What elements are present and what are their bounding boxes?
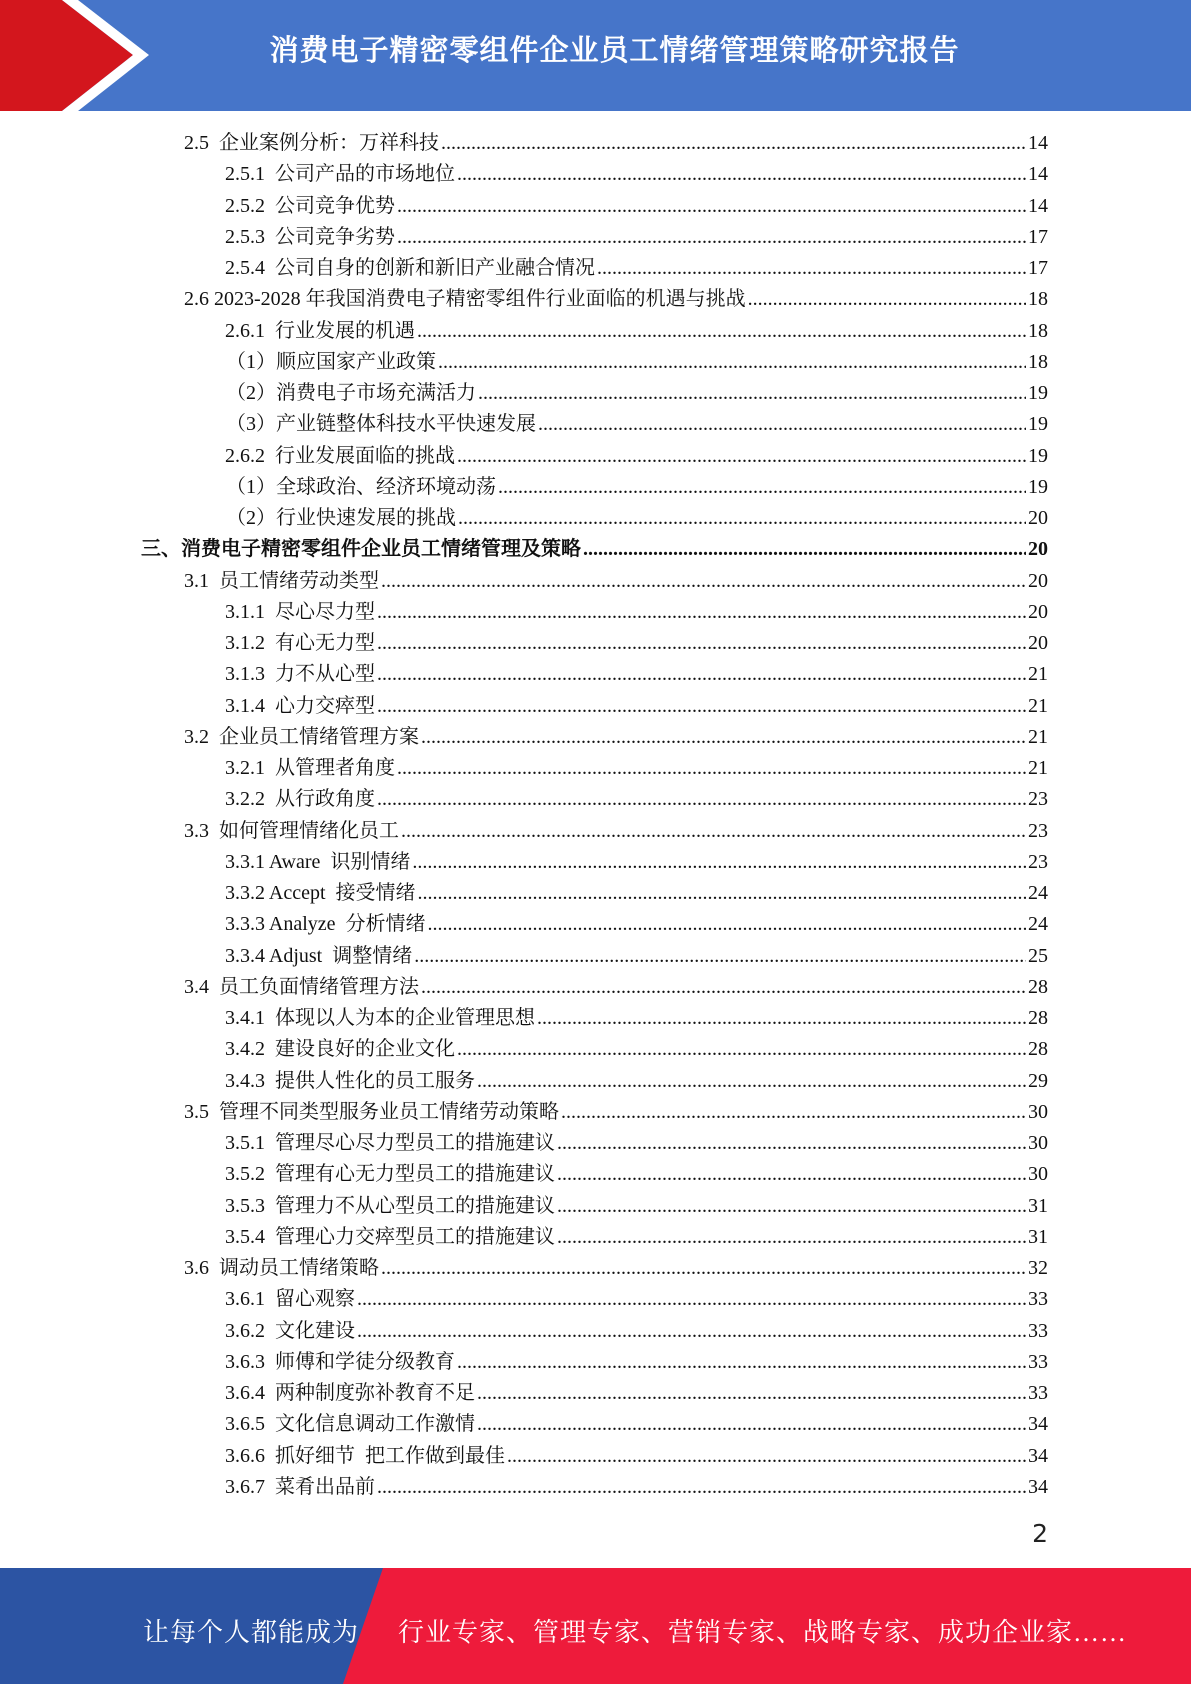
toc-entry-page: 24 (1028, 882, 1048, 904)
toc-entry-label: 3.6.1 留心观察 (225, 1288, 355, 1311)
toc-entry[interactable] (225, 691, 1048, 722)
toc-dot-leader (417, 316, 1026, 347)
footer-slogan: 让每个人都能成为 (143, 1618, 360, 1647)
toc-dot-leader (507, 1441, 1026, 1472)
toc-dot-leader (597, 253, 1026, 284)
toc-entry[interactable] (225, 878, 1048, 909)
toc-entry[interactable] (225, 659, 1048, 690)
toc-dot-leader (457, 1347, 1026, 1378)
toc-entry-page: 20 (1028, 538, 1048, 561)
toc-entry-page: 32 (1028, 1257, 1048, 1279)
toc-dot-leader (381, 1253, 1026, 1284)
toc-entry-page: 18 (1028, 319, 1048, 342)
toc-dot-leader (377, 597, 1026, 628)
toc-dot-leader (397, 753, 1026, 784)
toc-entry[interactable] (225, 1128, 1048, 1159)
toc-entry-page: 28 (1028, 1007, 1048, 1029)
toc-entry-page: 33 (1028, 1350, 1048, 1373)
toc-entry[interactable] (226, 378, 1048, 409)
toc-entry[interactable] (225, 628, 1048, 659)
toc-entry-label: 3.3.3 Analyze 分析情绪 (225, 913, 426, 936)
toc-entry-label: 2.5.3 公司竞争劣势 (225, 225, 395, 248)
toc-entry[interactable] (225, 1222, 1048, 1253)
toc-entry-page: 34 (1028, 1444, 1048, 1467)
toc-entry[interactable] (225, 909, 1048, 940)
toc-entry-page: 21 (1028, 694, 1048, 717)
toc-entry-label: 3.1.1 尽心尽力型 (225, 600, 375, 623)
toc-dot-leader (477, 1409, 1026, 1440)
toc-entry-label: 2.5.2 公司竞争优势 (225, 194, 395, 217)
toc-entry-label: 3.4.1 体现以人为本的企业管理思想 (225, 1007, 535, 1029)
toc-entry[interactable] (225, 253, 1048, 284)
toc-entry-label: 3.5 管理不同类型服务业员工情绪劳动策略 (184, 1100, 559, 1123)
toc-entry-page: 31 (1028, 1194, 1048, 1217)
toc-entry[interactable] (226, 503, 1048, 534)
toc-entry-label: 2.6.1 行业发展的机遇 (225, 319, 415, 342)
toc-entry-label: 3.4.3 提供人性化的员工服务 (225, 1069, 475, 1092)
toc-entry-label: 3.6.3 师傅和学徒分级教育 (225, 1350, 455, 1373)
toc-entry[interactable] (184, 722, 1048, 753)
toc-entry-page: 20 (1028, 632, 1048, 654)
toc-entry-label: 3.3.2 Accept 接受情绪 (225, 882, 416, 904)
toc-entry[interactable] (184, 128, 1048, 159)
toc-dot-leader (561, 1097, 1026, 1128)
toc-entry-page: 30 (1028, 1100, 1048, 1123)
page-header (0, 0, 1191, 111)
footer-professions: 行业专家、管理专家、营销专家、战略专家、成功企业家…… (398, 1618, 1128, 1647)
toc-entry[interactable] (184, 566, 1048, 597)
toc-entry-label: 3.4.2 建设良好的企业文化 (225, 1038, 455, 1061)
toc-entry-label: 2.6 2023-2028 年我国消费电子精密零组件行业面临的机遇与挑战 (184, 288, 746, 311)
toc-entry[interactable] (225, 1066, 1048, 1097)
toc-entry[interactable] (184, 1253, 1048, 1284)
toc-entry-page: 17 (1028, 257, 1048, 279)
toc-entry[interactable] (225, 1378, 1048, 1409)
toc-entry-page: 30 (1028, 1132, 1048, 1154)
toc-dot-leader (557, 1222, 1026, 1253)
toc-dot-leader (377, 628, 1026, 659)
toc-dot-leader (381, 566, 1026, 597)
toc-dot-leader (583, 534, 1026, 565)
toc-dot-leader (477, 1066, 1026, 1097)
toc-dot-leader (498, 472, 1026, 503)
toc-entry[interactable] (225, 1034, 1048, 1065)
toc-dot-leader (421, 722, 1026, 753)
toc-entry-label: 3.3 如何管理情绪化员工 (184, 819, 399, 842)
toc-dot-leader (414, 941, 1026, 972)
toc-entry-page: 21 (1028, 725, 1048, 748)
toc-entry[interactable] (225, 1191, 1048, 1222)
toc-dot-leader (748, 284, 1026, 315)
toc-entry[interactable] (225, 441, 1048, 472)
toc-entry-page: 34 (1028, 1475, 1048, 1498)
toc-entry-page: 20 (1028, 569, 1048, 592)
toc-entry-page: 14 (1028, 163, 1048, 186)
toc-entry[interactable] (184, 1097, 1048, 1128)
toc-entry-page: 18 (1028, 288, 1048, 311)
toc-entry-page: 33 (1028, 1288, 1048, 1311)
toc-entry-page: 33 (1028, 1382, 1048, 1404)
toc-entry-page: 21 (1028, 757, 1048, 779)
toc-entry-page: 23 (1028, 788, 1048, 811)
toc-entry[interactable] (225, 1284, 1048, 1315)
toc-entry-label: （2）消费电子市场充满活力 (226, 382, 476, 404)
toc-entry-page: 25 (1028, 944, 1048, 967)
toc-dot-leader (457, 159, 1026, 190)
toc-entry[interactable] (225, 753, 1048, 784)
toc-dot-leader (458, 503, 1026, 534)
toc-entry-label: 3.5.4 管理心力交瘁型员工的措施建议 (225, 1225, 555, 1248)
toc-entry-page: 31 (1028, 1225, 1048, 1248)
toc-entry-page: 14 (1028, 132, 1048, 154)
toc-entry-label: 3.5.2 管理有心无力型员工的措施建议 (225, 1163, 555, 1186)
toc-entry-page: 33 (1028, 1319, 1048, 1342)
toc-dot-leader (457, 441, 1026, 472)
toc-dot-leader (557, 1191, 1026, 1222)
toc-entry[interactable] (225, 1441, 1048, 1472)
toc-entry[interactable] (226, 347, 1048, 378)
toc-entry-label: 3.1 员工情绪劳动类型 (184, 569, 379, 592)
toc-entry[interactable] (225, 159, 1048, 190)
toc-entry[interactable] (225, 1472, 1048, 1503)
toc-entry[interactable] (225, 941, 1048, 972)
toc-entry[interactable] (225, 847, 1048, 878)
toc-entry-page: 19 (1028, 382, 1048, 404)
page-footer (0, 1568, 1191, 1684)
toc-entry-page: 17 (1028, 225, 1048, 248)
toc-entry[interactable] (225, 222, 1048, 253)
toc-dot-leader (377, 784, 1026, 815)
toc-entry-label: 3.6.5 文化信息调动工作激情 (225, 1413, 475, 1436)
toc-entry-label: 3.6.7 菜肴出品前 (225, 1475, 375, 1498)
toc-entry-label: （2）行业快速发展的挑战 (226, 507, 456, 529)
toc-entry-label: 3.6 调动员工情绪策略 (184, 1257, 379, 1279)
toc-entry[interactable] (225, 191, 1048, 222)
toc-dot-leader (397, 222, 1026, 253)
report-title: 消费电子精密零组件企业员工情绪管理策略研究报告 (269, 33, 960, 67)
toc-entry-page: 30 (1028, 1163, 1048, 1186)
toc-entry-page: 14 (1028, 194, 1048, 217)
toc-entry-page: 19 (1028, 475, 1048, 498)
toc-entry-label: 2.5 企业案例分析：万祥科技 (184, 132, 439, 154)
toc-entry[interactable] (226, 409, 1048, 440)
toc-entry-label: 2.6.2 行业发展面临的挑战 (225, 444, 455, 467)
toc-entry-page: 19 (1028, 413, 1048, 436)
toc-entry-page: 24 (1028, 913, 1048, 936)
toc-entry-page: 28 (1028, 1038, 1048, 1061)
toc-entry[interactable] (184, 972, 1048, 1003)
toc-entry-page: 18 (1028, 350, 1048, 373)
toc-entry-page: 23 (1028, 819, 1048, 842)
toc-entry-label: 3.2 企业员工情绪管理方案 (184, 725, 419, 748)
toc-dot-leader (457, 1034, 1026, 1065)
toc-entry[interactable] (141, 534, 1048, 565)
toc-entry-label: （3）产业链整体科技水平快速发展 (226, 413, 536, 436)
toc-entry[interactable] (225, 784, 1048, 815)
toc-entry[interactable] (184, 816, 1048, 847)
toc-dot-leader (477, 1378, 1026, 1409)
toc-dot-leader (438, 347, 1026, 378)
toc-entry[interactable] (225, 1003, 1048, 1034)
toc-entry-label: 3.2.2 从行政角度 (225, 788, 375, 811)
toc-dot-leader (401, 816, 1026, 847)
toc-entry-label: 3.5.3 管理力不从心型员工的措施建议 (225, 1194, 555, 1217)
toc-entry-label: 3.1.2 有心无力型 (225, 632, 375, 654)
toc-dot-leader (357, 1284, 1026, 1315)
toc-entry-label: 三、消费电子精密零组件企业员工情绪管理及策略 (141, 538, 581, 561)
toc-entry-page: 20 (1028, 507, 1048, 529)
toc-dot-leader (412, 847, 1026, 878)
toc-entry[interactable] (184, 284, 1048, 315)
toc-entry[interactable] (225, 316, 1048, 347)
toc-dot-leader (557, 1128, 1026, 1159)
toc-entry-label: 3.6.2 文化建设 (225, 1319, 355, 1342)
toc-entry-page: 34 (1028, 1413, 1048, 1436)
toc-dot-leader (397, 191, 1026, 222)
toc-entry[interactable] (225, 1409, 1048, 1440)
toc-entry-label: （1）全球政治、经济环境动荡 (226, 475, 496, 498)
toc-entry[interactable] (225, 597, 1048, 628)
toc-dot-leader (428, 909, 1026, 940)
toc-entry-label: 2.5.4 公司自身的创新和新旧产业融合情况 (225, 257, 595, 279)
toc-entry-label: 3.2.1 从管理者角度 (225, 757, 395, 779)
toc-dot-leader (357, 1316, 1026, 1347)
toc-entry-page: 19 (1028, 444, 1048, 467)
toc-dot-leader (537, 1003, 1026, 1034)
toc-entry-label: 3.1.3 力不从心型 (225, 663, 375, 686)
toc-entry[interactable] (225, 1316, 1048, 1347)
toc-entry-label: 3.3.1 Aware 识别情绪 (225, 850, 411, 873)
toc-entry-label: （1）顺应国家产业政策 (226, 350, 436, 373)
toc-dot-leader (377, 659, 1026, 690)
toc-dot-leader (418, 878, 1026, 909)
toc-entry-label: 3.1.4 心力交瘁型 (225, 694, 375, 717)
toc-dot-leader (377, 691, 1026, 722)
toc-entry[interactable] (226, 472, 1048, 503)
toc-dot-leader (538, 409, 1026, 440)
toc-entry-label: 3.3.4 Adjust 调整情绪 (225, 944, 413, 967)
toc-dot-leader (478, 378, 1026, 409)
toc-entry[interactable] (225, 1347, 1048, 1378)
toc-dot-leader (377, 1472, 1026, 1503)
toc-entry-page: 29 (1028, 1069, 1048, 1092)
toc-dot-leader (421, 972, 1026, 1003)
page-number: 2 (1032, 1519, 1048, 1548)
toc-entry-page: 20 (1028, 600, 1048, 623)
toc-entry-page: 23 (1028, 850, 1048, 873)
toc-dot-leader (557, 1159, 1026, 1190)
toc-entry-page: 28 (1028, 975, 1048, 998)
toc-entry-page: 21 (1028, 663, 1048, 686)
toc-entry-label: 3.6.6 抓好细节 把工作做到最佳 (225, 1444, 505, 1467)
toc-entry-label: 3.4 员工负面情绪管理方法 (184, 975, 419, 998)
toc-entry-label: 3.6.4 两种制度弥补教育不足 (225, 1382, 475, 1404)
toc-dot-leader (441, 128, 1026, 159)
toc-entry-label: 3.5.1 管理尽心尽力型员工的措施建议 (225, 1132, 555, 1154)
toc-entry[interactable] (225, 1159, 1048, 1190)
toc-entry-label: 2.5.1 公司产品的市场地位 (225, 163, 455, 186)
